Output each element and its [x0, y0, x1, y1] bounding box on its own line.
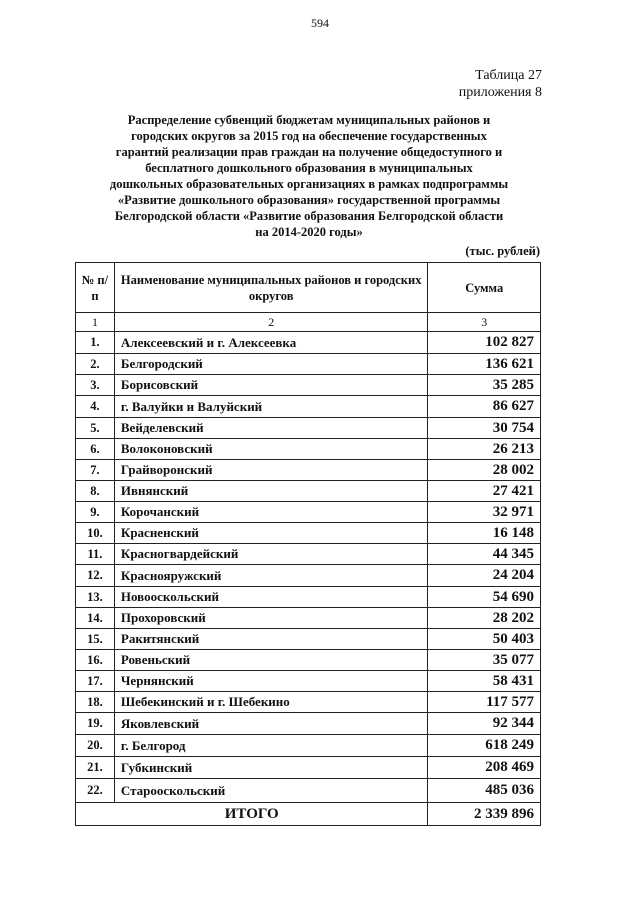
subvention-table — [75, 262, 541, 826]
subvention-sum: 92 344 — [428, 713, 541, 735]
district-name: Корочанский — [114, 502, 428, 523]
subvention-sum: 24 204 — [428, 565, 541, 587]
total-sum: 2 339 896 — [428, 803, 541, 826]
district-name: Красненский — [114, 523, 428, 544]
subvention-sum: 16 148 — [428, 523, 541, 544]
subvention-sum: 44 345 — [428, 544, 541, 565]
header-num: № п/п — [76, 263, 115, 313]
table-row — [76, 779, 541, 803]
row-number: 7. — [76, 460, 115, 481]
subvention-sum: 28 002 — [428, 460, 541, 481]
title-line: гарантий реализации прав граждан на получение общедоступного и — [115, 145, 503, 159]
table-row — [76, 439, 541, 460]
table-row — [76, 692, 541, 713]
table-row — [76, 418, 541, 439]
row-number: 5. — [76, 418, 115, 439]
column-index: 2 — [114, 313, 428, 332]
subvention-sum: 35 285 — [428, 375, 541, 396]
table-row — [76, 375, 541, 396]
district-name: Ракитянский — [114, 629, 428, 650]
district-name: Вейделевский — [114, 418, 428, 439]
page-number: 594 — [311, 16, 329, 30]
subvention-sum: 136 621 — [428, 354, 541, 375]
subvention-sum: 485 036 — [428, 779, 541, 803]
district-name: Ровеньский — [114, 650, 428, 671]
title-line: бесплатного дошкольного образования в муниципальных — [145, 161, 473, 175]
district-name: Губкинский — [114, 757, 428, 779]
table-row — [76, 523, 541, 544]
subvention-sum: 58 431 — [428, 671, 541, 692]
appendix-label: приложения 8 — [458, 85, 542, 100]
header-sum: Сумма — [428, 263, 541, 313]
district-name: Новооскольский — [114, 587, 428, 608]
row-number: 20. — [76, 735, 115, 757]
district-name: Шебекинский и г. Шебекино — [114, 692, 428, 713]
table-row — [76, 650, 541, 671]
header-name: Наименование муниципальных районов и городских округов — [114, 263, 428, 313]
row-number: 11. — [76, 544, 115, 565]
row-number: 9. — [76, 502, 115, 523]
subvention-sum: 54 690 — [428, 587, 541, 608]
title-line: городских округов за 2015 год на обеспечение государственных — [131, 129, 487, 143]
table-caption — [459, 67, 542, 101]
table-row — [76, 460, 541, 481]
column-index-row — [76, 313, 541, 332]
table-row — [76, 332, 541, 354]
subvention-sum: 28 202 — [428, 608, 541, 629]
table-header-row — [76, 263, 541, 313]
district-name: г. Белгород — [114, 735, 428, 757]
table-row — [76, 502, 541, 523]
title-line: «Развитие дошкольного образования» государственной программы — [117, 193, 501, 207]
district-name: Чернянский — [114, 671, 428, 692]
row-number: 3. — [76, 375, 115, 396]
total-label: ИТОГО — [76, 803, 428, 826]
district-name: Грайворонский — [114, 460, 428, 481]
table-body — [76, 332, 541, 803]
subvention-sum: 102 827 — [428, 332, 541, 354]
title-line: на 2014-2020 годы» — [255, 225, 363, 239]
district-name: Краснояружский — [114, 565, 428, 587]
table-row — [76, 671, 541, 692]
district-name: Прохоровский — [114, 608, 428, 629]
row-number: 13. — [76, 587, 115, 608]
district-name: Ивнянский — [114, 481, 428, 502]
table-row — [76, 629, 541, 650]
row-number: 16. — [76, 650, 115, 671]
row-number: 22. — [76, 779, 115, 803]
subvention-sum: 30 754 — [428, 418, 541, 439]
table-row — [76, 735, 541, 757]
district-name: Алексеевский и г. Алексеевка — [114, 332, 428, 354]
row-number: 2. — [76, 354, 115, 375]
subvention-sum: 26 213 — [428, 439, 541, 460]
subvention-sum: 208 469 — [428, 757, 541, 779]
district-name: Белгородский — [114, 354, 428, 375]
row-number: 15. — [76, 629, 115, 650]
table-row — [76, 481, 541, 502]
district-name: Красногвардейский — [114, 544, 428, 565]
subvention-sum: 618 249 — [428, 735, 541, 757]
district-name: Волоконовский — [114, 439, 428, 460]
district-name: Яковлевский — [114, 713, 428, 735]
row-number: 14. — [76, 608, 115, 629]
title-line: Белгородской области «Развитие образования Белгородской области — [114, 209, 504, 223]
subvention-sum: 50 403 — [428, 629, 541, 650]
title-line: Распределение субвенций бюджетам муниципальных районов и — [127, 113, 491, 127]
row-number: 19. — [76, 713, 115, 735]
total-row — [76, 803, 541, 826]
row-number: 18. — [76, 692, 115, 713]
row-number: 8. — [76, 481, 115, 502]
subvention-sum: 117 577 — [428, 692, 541, 713]
column-index: 3 — [428, 313, 541, 332]
row-number: 21. — [76, 757, 115, 779]
row-number: 12. — [76, 565, 115, 587]
row-number: 10. — [76, 523, 115, 544]
district-name: г. Валуйки и Валуйский — [114, 396, 428, 418]
row-number: 1. — [76, 332, 115, 354]
table-row — [76, 587, 541, 608]
row-number: 4. — [76, 396, 115, 418]
subvention-sum: 32 971 — [428, 502, 541, 523]
table-row — [76, 396, 541, 418]
document-title — [78, 112, 540, 240]
subvention-sum: 86 627 — [428, 396, 541, 418]
table-row — [76, 757, 541, 779]
table-row — [76, 565, 541, 587]
table-row — [76, 544, 541, 565]
table-row — [76, 713, 541, 735]
units-label: (тыс. рублей) — [465, 244, 540, 258]
column-index: 1 — [76, 313, 115, 332]
district-name: Борисовский — [114, 375, 428, 396]
title-line: дошкольных образовательных организациях в рамках подпрограммы — [109, 177, 509, 191]
table-row — [76, 354, 541, 375]
table-label: Таблица 27 — [475, 68, 542, 83]
subvention-sum: 27 421 — [428, 481, 541, 502]
subvention-sum: 35 077 — [428, 650, 541, 671]
row-number: 6. — [76, 439, 115, 460]
district-name: Старооскольский — [114, 779, 428, 803]
row-number: 17. — [76, 671, 115, 692]
table-row — [76, 608, 541, 629]
